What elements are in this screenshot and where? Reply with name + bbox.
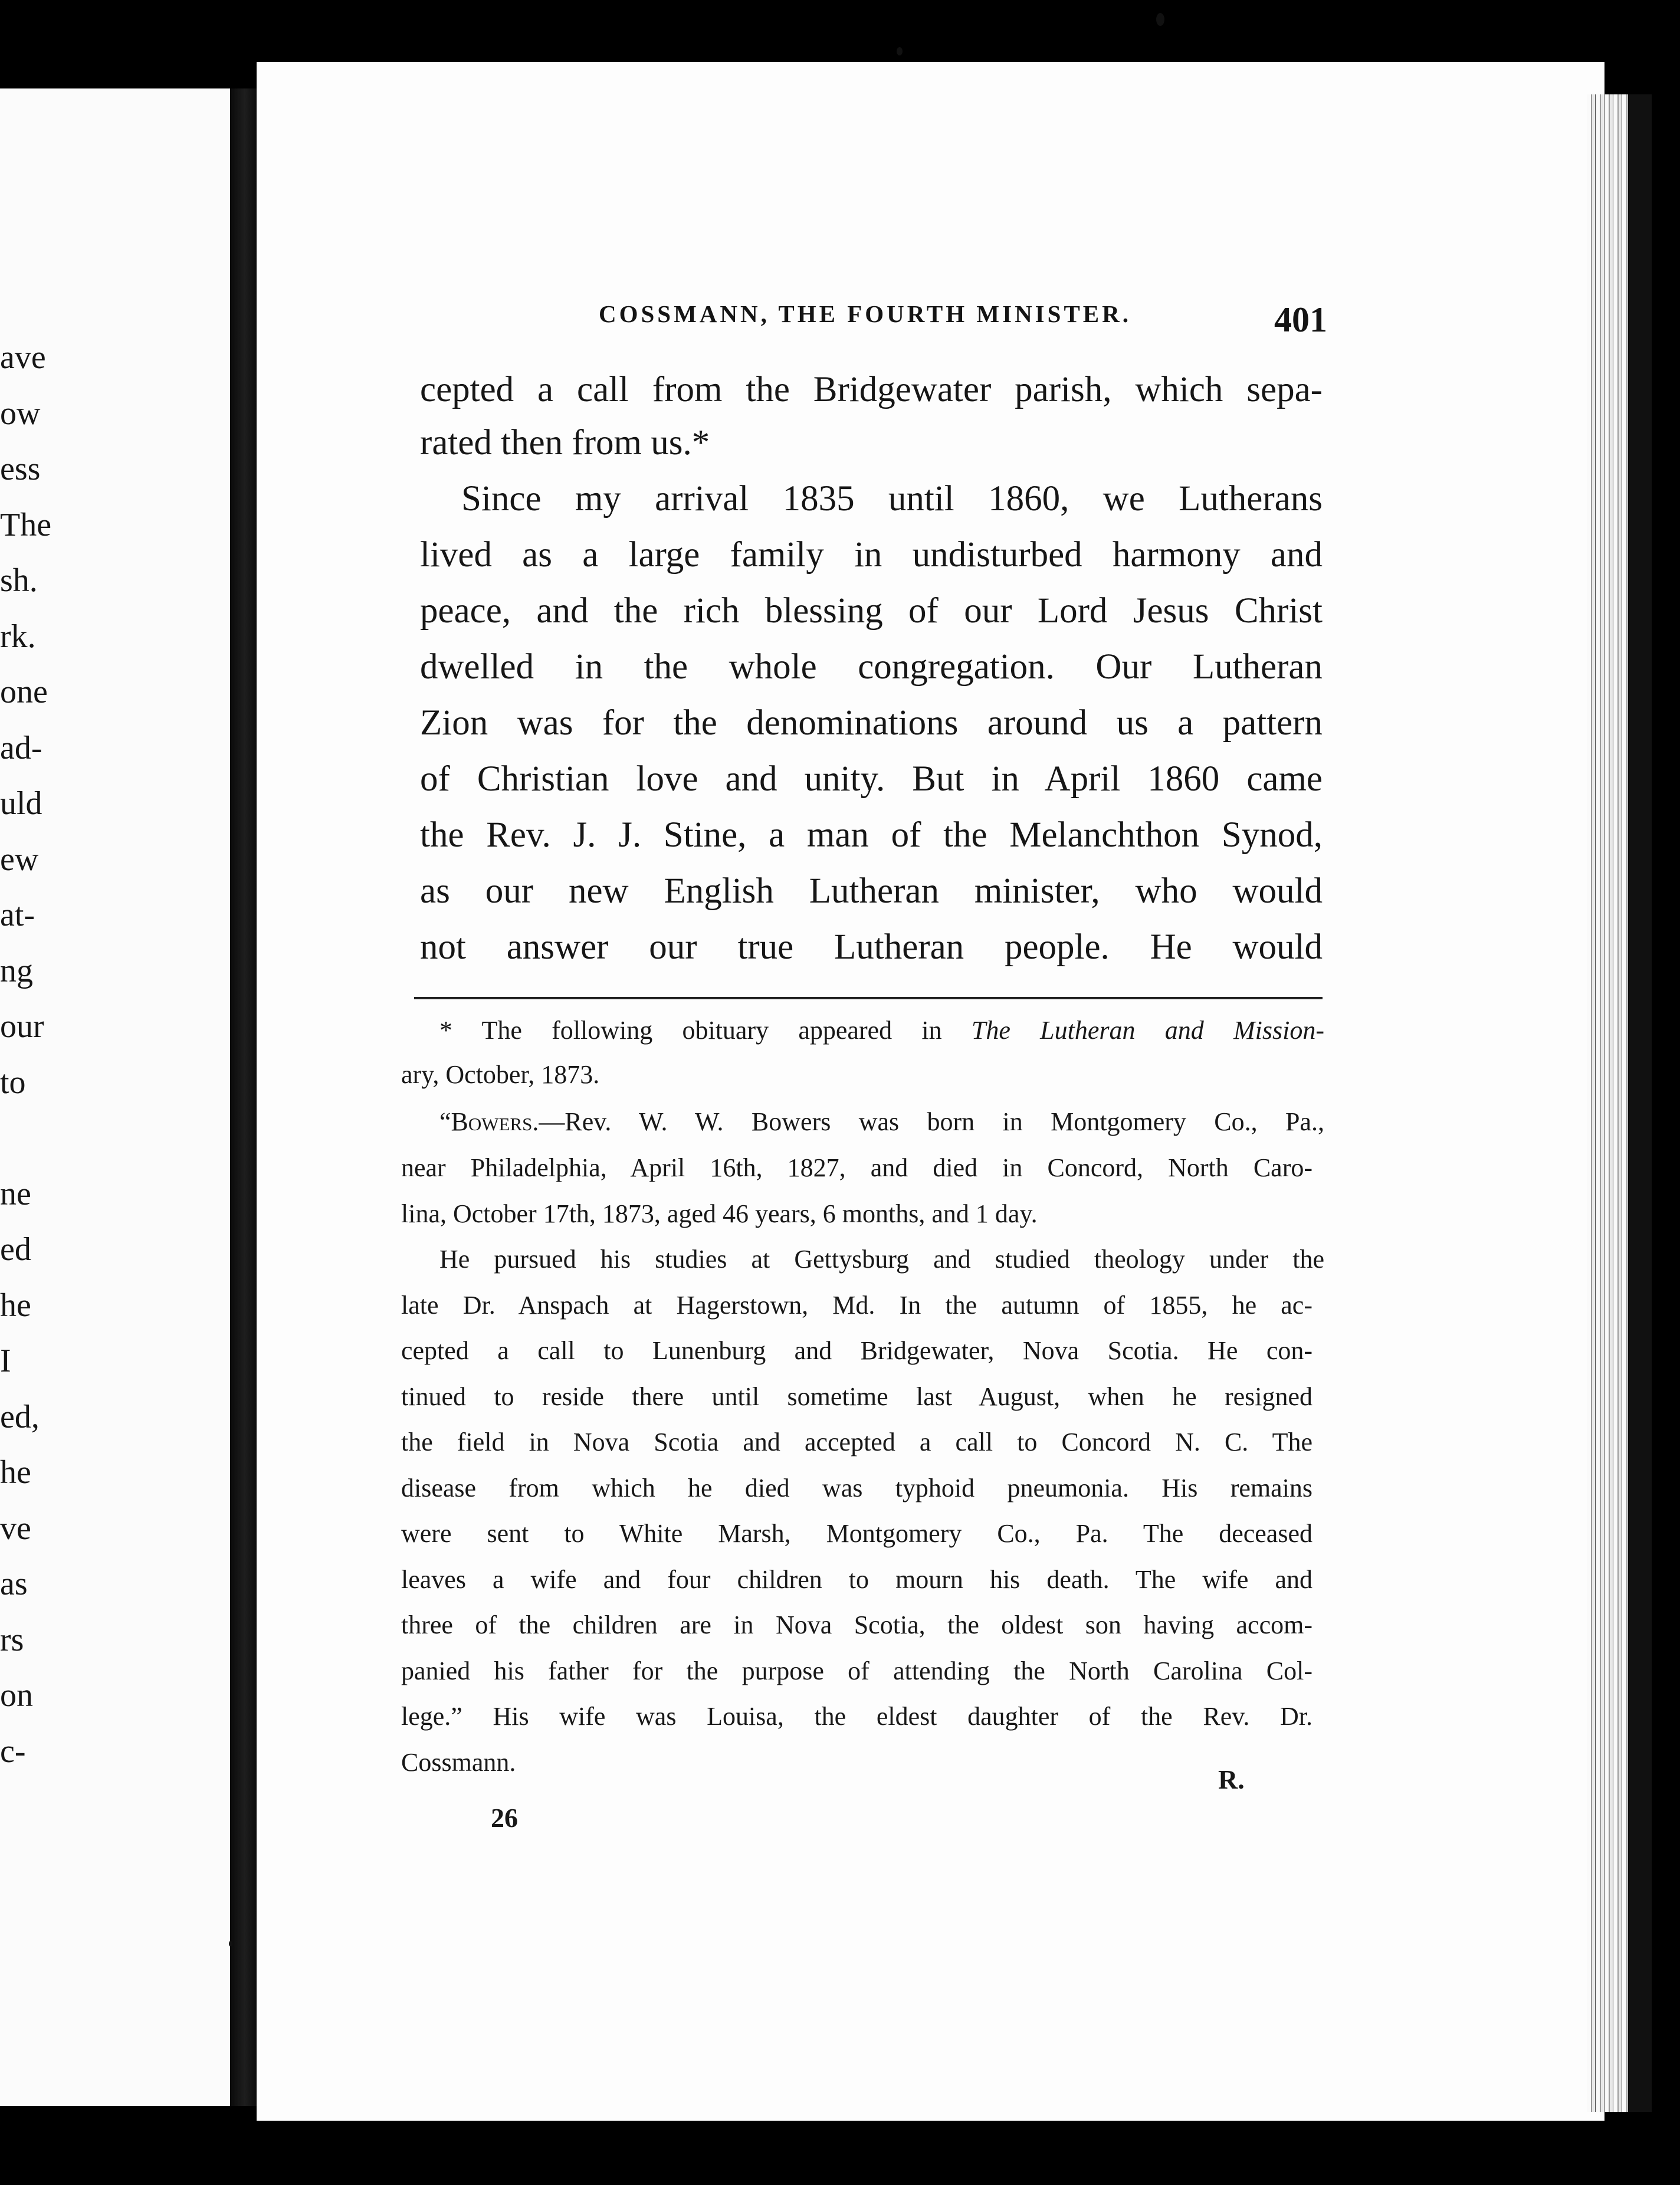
- footnote-line: leaves a wife and four children to mourn his death. The wife and: [401, 1564, 1312, 1594]
- left-page-fragment: The: [0, 506, 52, 543]
- body-line: the Rev. J. J. Stine, a man of the Melanchthon Synod,: [420, 815, 1323, 855]
- footnote-line: lege.” His wife was Louisa, the eldest daughter of the Rev. Dr.: [401, 1702, 1312, 1731]
- left-page-fragment: uld: [0, 785, 42, 822]
- left-page-fragment: he: [0, 1287, 31, 1324]
- footnote-line: three of the children are in Nova Scotia, the oldest son having accom-: [401, 1610, 1312, 1639]
- page-number: 401: [1274, 300, 1327, 339]
- left-page-fragment: ess: [0, 451, 41, 487]
- footnote-quote-first-line: [439, 1109, 1324, 1135]
- left-page-fragment: ow: [0, 395, 41, 432]
- footnote-line: near Philadelphia, April 16th, 1827, and died in Concord, North Caro-: [401, 1153, 1312, 1182]
- scan-speck: [1156, 13, 1164, 26]
- left-page-fragment: ed: [0, 1231, 31, 1268]
- scan-speck: [897, 47, 903, 55]
- footnote-line: tinued to reside there until sometime last August, when he resigned: [401, 1382, 1312, 1411]
- left-page-fragment: ew: [0, 841, 39, 878]
- footnote-line: Cossmann.: [401, 1747, 516, 1777]
- left-page-fragment: c-: [0, 1733, 26, 1770]
- running-head: COSSMANN, THE FOURTH MINISTER.: [599, 300, 1131, 327]
- left-page-fragment: ad-: [0, 729, 42, 766]
- left-page-fragment: I: [0, 1343, 11, 1379]
- body-line: not answer our true Lutheran people. He would: [420, 927, 1323, 967]
- left-page-fragment: ed,: [0, 1398, 40, 1435]
- body-line: Zion was for the denominations around us a pattern: [420, 703, 1323, 743]
- left-page-fragment: rk.: [0, 618, 36, 655]
- footnote-line: the field in Nova Scotia and accepted a call to Concord N. C. The: [401, 1428, 1312, 1456]
- footnote-intro: [439, 1018, 1324, 1044]
- body-line: cepted a call from the Bridgewater parish, which sepa-: [420, 370, 1323, 409]
- footnote-rule: [414, 997, 1323, 999]
- left-page-fragment: ng: [0, 952, 33, 989]
- quote-rest: .—Rev. W. W. Bowers was born in Montgomery Co., Pa.,: [532, 1107, 1324, 1136]
- left-page-fragment: at-: [0, 897, 35, 933]
- body-line: of Christian love and unity. But in April 1860 came: [420, 759, 1323, 799]
- body-line: lived as a large family in undisturbed harmony and: [420, 535, 1323, 575]
- left-page-fragment: to: [0, 1064, 26, 1101]
- footnote-line: cepted a call to Lunenburg and Bridgewater, Nova Scotia. He con-: [401, 1336, 1312, 1365]
- body-line: rated then from us.*: [420, 423, 710, 462]
- left-page-fragment: ne: [0, 1175, 31, 1212]
- footnote-line: lina, October 17th, 1873, aged 46 years, 6 months, and 1 day.: [401, 1199, 1038, 1228]
- left-page-fragment: one: [0, 674, 48, 710]
- body-line: as our new English Lutheran minister, who would: [420, 871, 1323, 911]
- left-page-fragment: as: [0, 1566, 28, 1602]
- book-gutter: [230, 88, 257, 2106]
- body-line: Since my arrival 1835 until 1860, we Lutherans: [461, 479, 1323, 519]
- left-page-fragment: sh.: [0, 562, 38, 599]
- left-page-fragment: rs: [0, 1621, 24, 1658]
- left-page-fragment: ve: [0, 1510, 31, 1547]
- scan-speck: [229, 1941, 232, 1947]
- left-page-fragment: our: [0, 1008, 44, 1045]
- left-page: [0, 88, 230, 2106]
- footnote-line: panied his father for the purpose of attending the North Carolina Col-: [401, 1656, 1312, 1685]
- left-page-fragment: on: [0, 1677, 33, 1714]
- footnote-line: He pursued his studies at Gettysburg and studied theology under the: [439, 1245, 1324, 1274]
- footnote-line: were sent to White Marsh, Montgomery Co., Pa. The deceased: [401, 1519, 1312, 1548]
- footnote-line: late Dr. Anspach at Hagerstown, Md. In the autumn of 1855, he ac-: [401, 1290, 1312, 1320]
- quote-open: “: [439, 1107, 451, 1136]
- signature-mark: 26: [491, 1803, 518, 1833]
- quote-name: Bowers: [451, 1107, 533, 1136]
- footnote-intro-cont: ary, October, 1873.: [401, 1060, 600, 1089]
- footnote-line: disease from which he died was typhoid pneumonia. His remains: [401, 1473, 1312, 1502]
- left-page-fragment: ave: [0, 339, 46, 376]
- footnote-publication: The Lutheran and Mission-: [971, 1016, 1325, 1045]
- footnote-initial: R.: [1218, 1764, 1245, 1794]
- body-line: dwelled in the whole congregation. Our Lutheran: [420, 647, 1323, 687]
- footnote-intro-text: * The following obituary appeared in: [439, 1016, 942, 1045]
- page-stack-edge: [1587, 94, 1652, 2112]
- body-line: peace, and the rich blessing of our Lord Jesus Christ: [420, 591, 1323, 631]
- left-page-fragment: he: [0, 1454, 31, 1491]
